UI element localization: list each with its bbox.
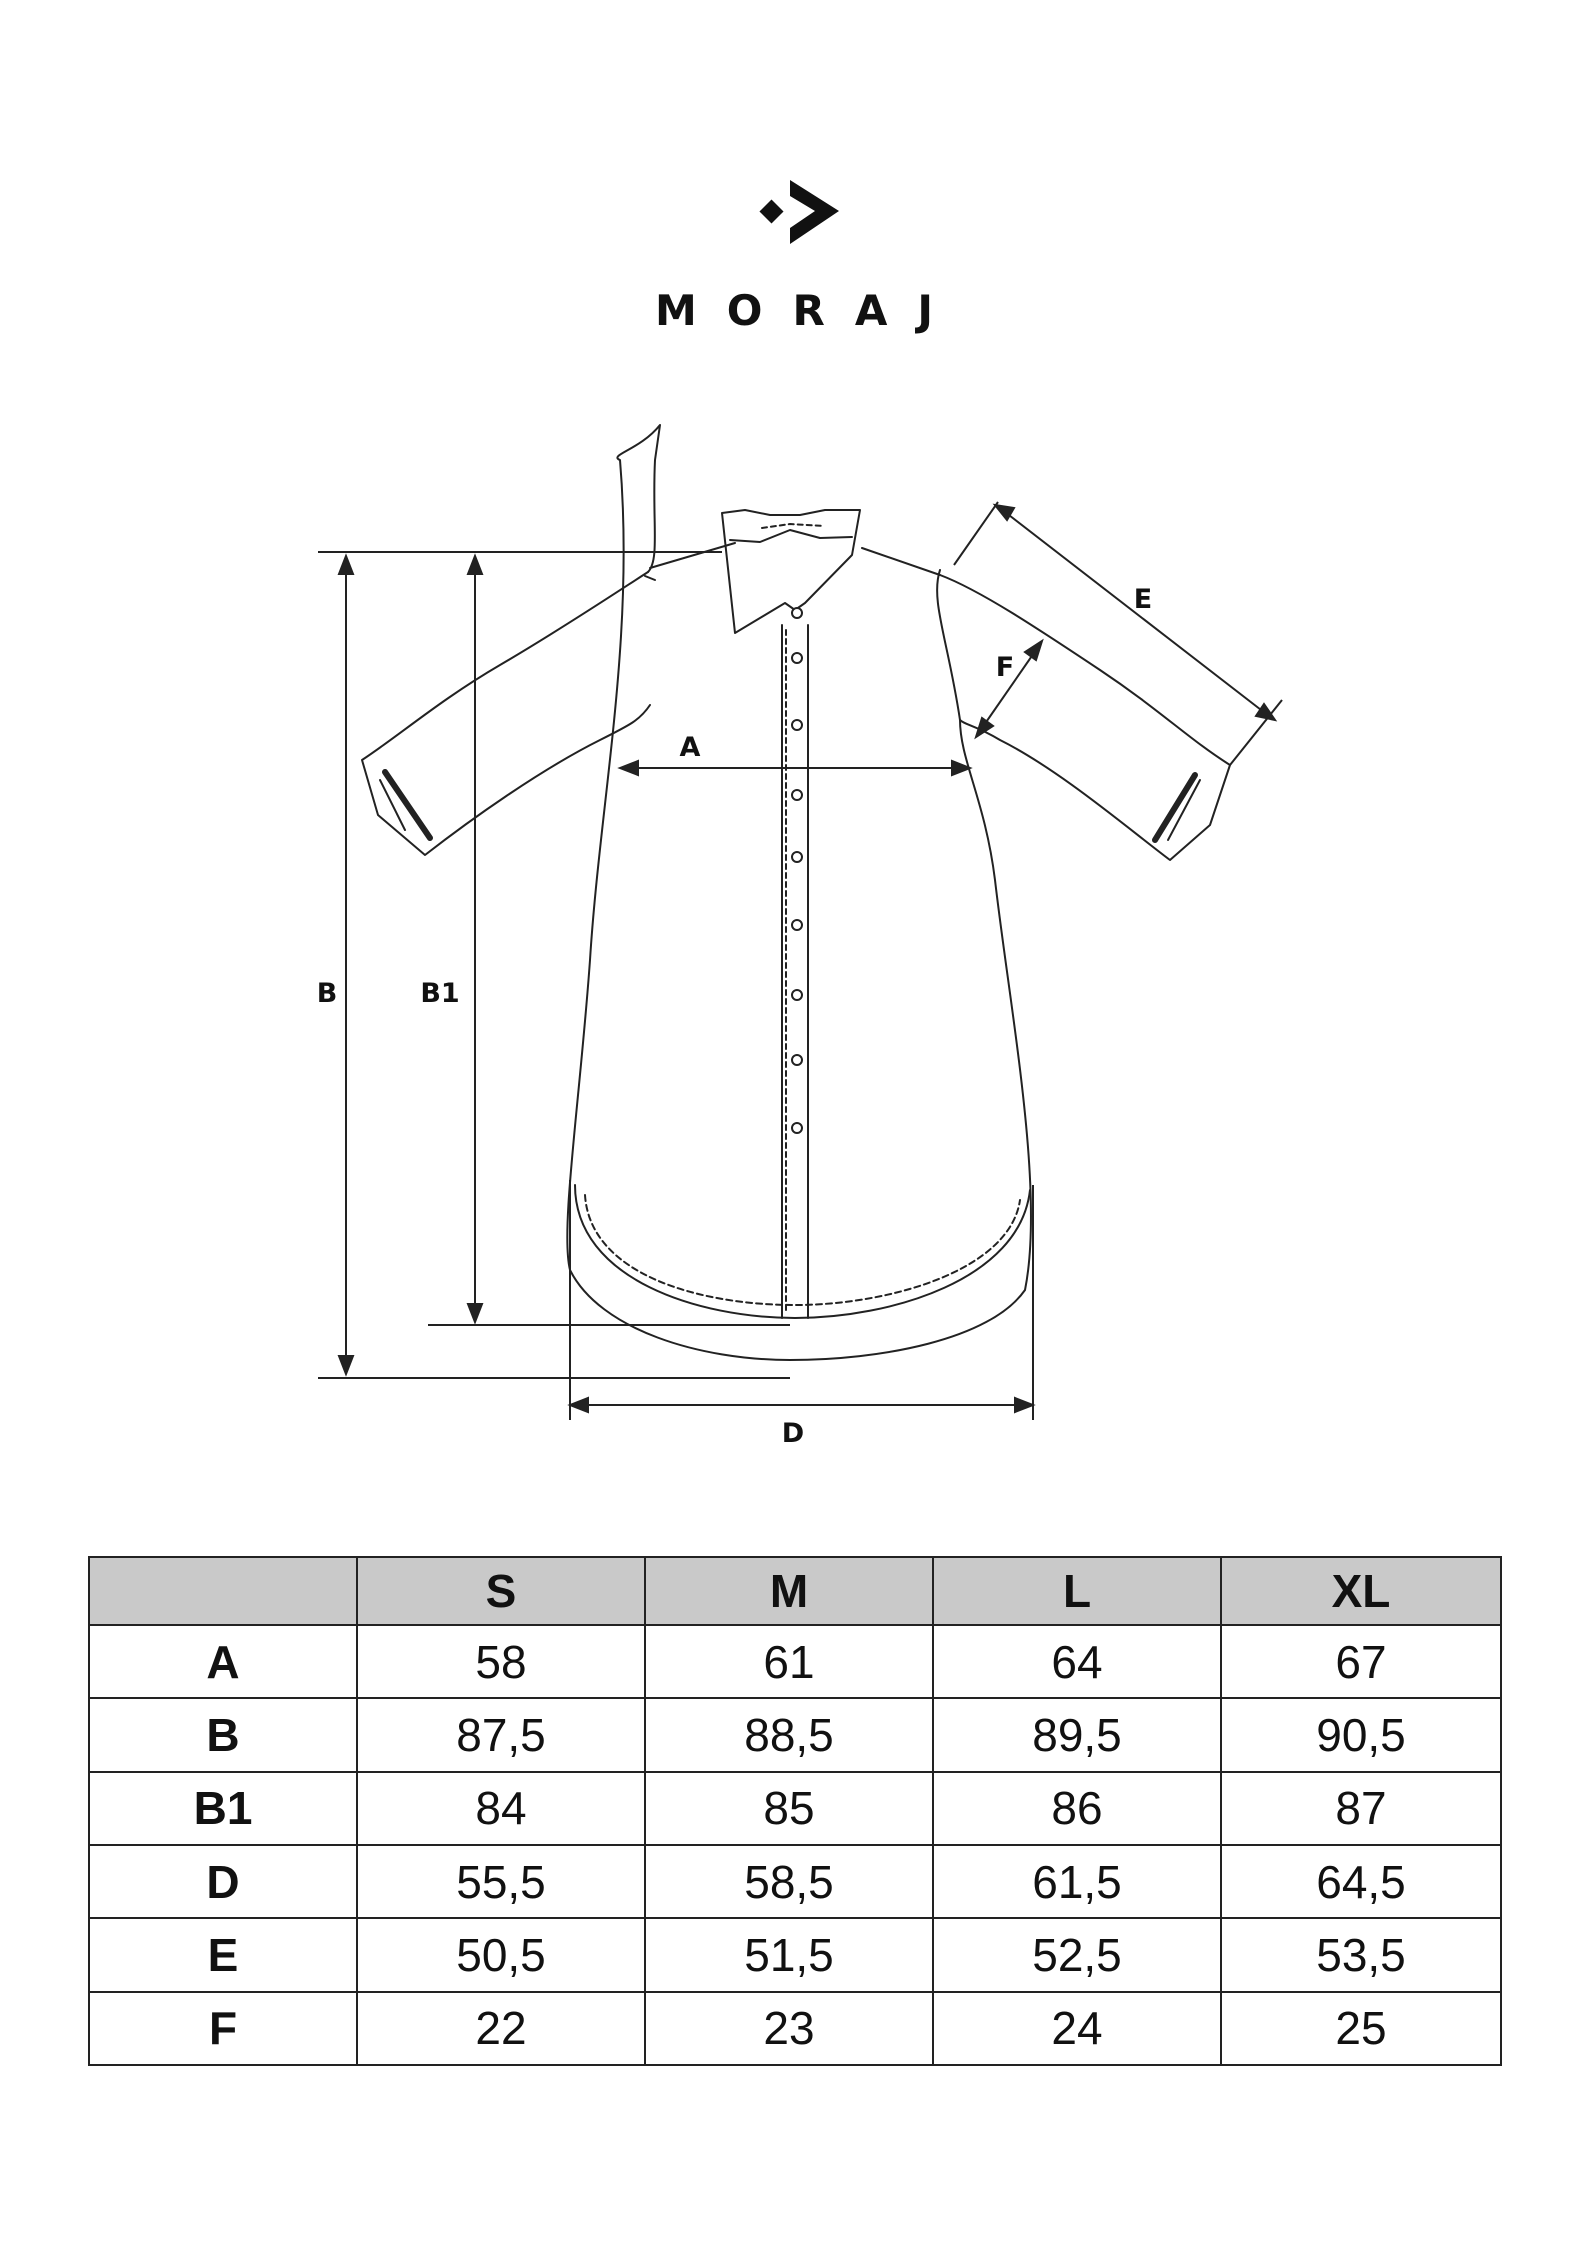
table-cell: 67: [1221, 1625, 1501, 1698]
garment-button: [792, 720, 802, 730]
garment-collar: [722, 510, 860, 633]
garment-shoulder-left: [650, 543, 735, 568]
table-cell: 89,5: [933, 1698, 1221, 1771]
garment-button: [792, 920, 802, 930]
garment-button: [792, 790, 802, 800]
table-header-cell: S: [357, 1557, 645, 1625]
table-cell: 24: [933, 1992, 1221, 2065]
table-cell: 50,5: [357, 1918, 645, 1991]
label-f: F: [995, 652, 1015, 683]
garment-collar-stitch: [762, 524, 824, 528]
table-header-cell: L: [933, 1557, 1221, 1625]
dimension-b1: [428, 556, 790, 1325]
table-cell: 90,5: [1221, 1698, 1501, 1771]
label-d: D: [781, 1418, 805, 1449]
row-label: A: [89, 1625, 357, 1698]
garment-hem-inner: [575, 1185, 1030, 1318]
table-row: [89, 1698, 1501, 1771]
label-b: B: [316, 978, 338, 1009]
table-cell: 58: [357, 1625, 645, 1698]
table-row: [89, 1845, 1501, 1918]
table-cell: 53,5: [1221, 1918, 1501, 1991]
garment-sleeve-left: [362, 572, 650, 855]
row-label: F: [89, 1992, 357, 2065]
table-cell: 22: [357, 1992, 645, 2065]
table-cell: 52,5: [933, 1918, 1221, 1991]
row-label: E: [89, 1918, 357, 1991]
table-cell: 87,5: [357, 1698, 645, 1771]
table-cell: 64,5: [1221, 1845, 1501, 1918]
garment-button: [792, 608, 802, 618]
table-cell: 85: [645, 1772, 933, 1845]
table-header-cell: M: [645, 1557, 933, 1625]
table-header-cell: XL: [1221, 1557, 1501, 1625]
table-row: [89, 1992, 1501, 2065]
dimension-b: [318, 552, 790, 1378]
label-b1: B1: [420, 978, 460, 1009]
size-table: [88, 1556, 1502, 2066]
garment-button: [792, 1055, 802, 1065]
garment-cuff-right-bar: [1155, 775, 1195, 840]
row-label: B1: [89, 1772, 357, 1845]
garment-button: [792, 1123, 802, 1133]
table-header-cell: [89, 1557, 357, 1625]
table-cell: 84: [357, 1772, 645, 1845]
garment-button: [792, 990, 802, 1000]
table-row: [89, 1918, 1501, 1991]
garment-button: [792, 852, 802, 862]
table-row: [89, 1625, 1501, 1698]
table-cell: 64: [933, 1625, 1221, 1698]
row-label: D: [89, 1845, 357, 1918]
garment-yoke-left: [645, 576, 655, 580]
table-cell: 61,5: [933, 1845, 1221, 1918]
label-a: A: [679, 732, 701, 763]
garment-shoulder-right: [862, 548, 940, 575]
table-header-row: [89, 1557, 1501, 1625]
garment-body-outline: [567, 425, 1031, 1360]
dimension-a: [620, 761, 970, 775]
table-cell: 86: [933, 1772, 1221, 1845]
table-cell: 88,5: [645, 1698, 933, 1771]
garment-button: [792, 653, 802, 663]
table-cell: 25: [1221, 1992, 1501, 2065]
garment-collar-band: [730, 530, 852, 542]
table-cell: 55,5: [357, 1845, 645, 1918]
table-cell: 51,5: [645, 1918, 933, 1991]
table-cell: 87: [1221, 1772, 1501, 1845]
table-cell: 61: [645, 1625, 933, 1698]
label-e: E: [1133, 584, 1153, 615]
table-row: [89, 1772, 1501, 1845]
dimension-d: [570, 1180, 1033, 1420]
brand-name: MORAJ: [655, 286, 963, 335]
table-cell: 23: [645, 1992, 933, 2065]
row-label: B: [89, 1698, 357, 1771]
table-cell: 58,5: [645, 1845, 933, 1918]
dimension-e: [954, 502, 1282, 765]
